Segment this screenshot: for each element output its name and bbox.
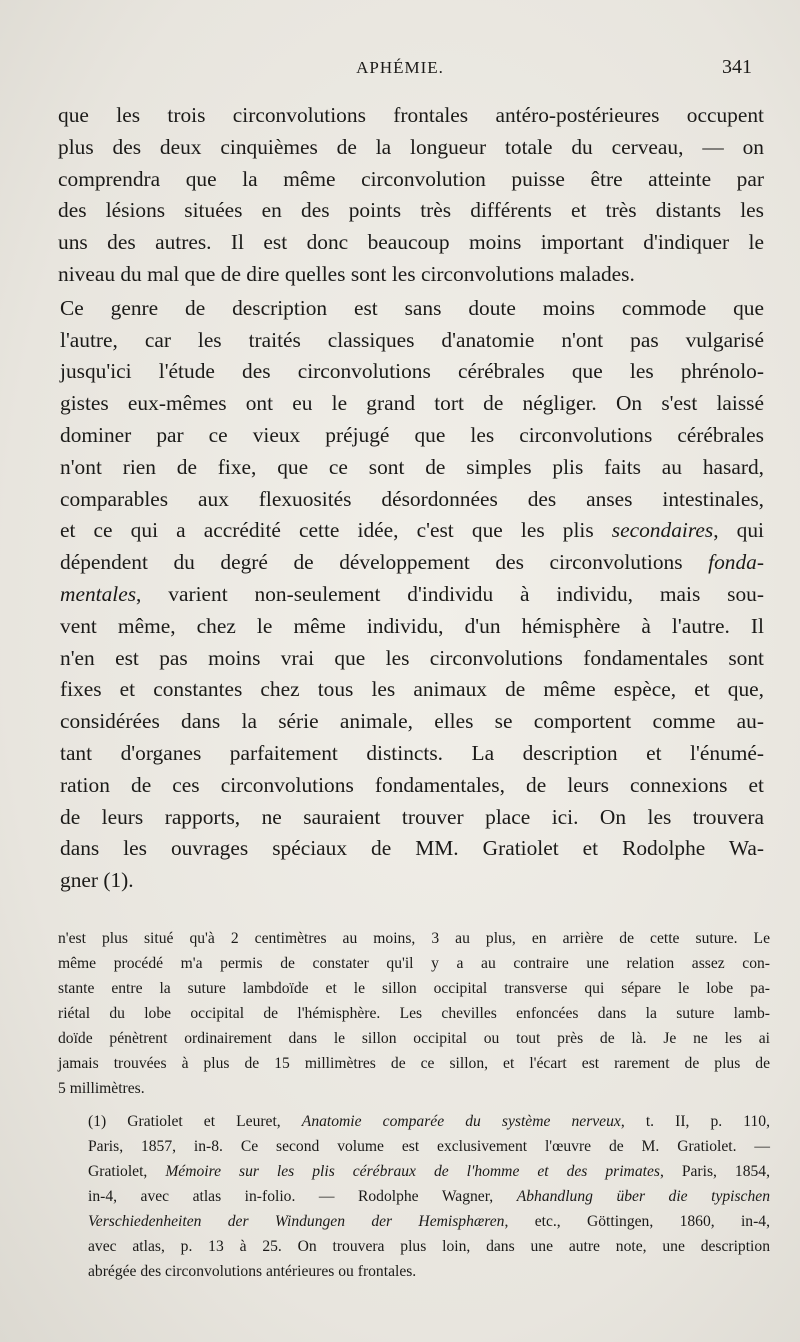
- text-line: niveau du mal que de dire quelles sont les circonvolutions malades.: [58, 261, 635, 286]
- text-line: comprendra que la même circonvolution puisse être atteinte par: [58, 166, 764, 191]
- footnote-line: avec atlas, p. 13 à 25. On trouvera plus loin, dans une autre note, une description: [88, 1238, 770, 1255]
- footnote-line: [58, 1159, 770, 1184]
- text-line: ration de ces circonvolutions fondamentales, de leurs connexions et: [60, 772, 764, 797]
- text-run: in-4, avec atlas in-folio. — Rodolphe Wagner,: [88, 1188, 517, 1205]
- text-line: uns des autres. Il est donc beaucoup moins important d'indiquer le: [58, 230, 764, 255]
- italic-title: Verschiedenheiten der Windungen der Hemisphæren: [88, 1213, 505, 1230]
- text-line: gner (1).: [60, 868, 134, 893]
- page-number: 341: [722, 56, 752, 78]
- text-run: , etc., Göttingen, 1860, in-4,: [504, 1213, 770, 1230]
- text-line: dans les ouvrages spéciaux de MM. Gratiolet et Rodolphe Wa-: [60, 836, 764, 861]
- footnote-line: n'est plus situé qu'à 2 centimètres au moins, 3 au plus, en arrière de cette suture. Le: [58, 930, 770, 947]
- paragraph-1: [58, 100, 764, 291]
- footnote-line: doïde pénètrent ordinairement dans le sillon occipital ou tout près de là. Je ne les ai: [58, 1030, 770, 1047]
- italic-title: Anatomie comparée du système nerveux: [301, 1113, 621, 1130]
- footnote-line: Paris, 1857, in-8. Ce second volume est exclusivement l'œuvre de M. Gratiolet. —: [88, 1138, 770, 1155]
- italic-term: secondaires: [611, 518, 714, 543]
- italic-term: fonda-: [708, 550, 764, 575]
- text-line: [58, 547, 764, 579]
- footnote-line: même procédé m'a permis de constater qu'il y a au contraire une relation assez con-: [58, 955, 770, 972]
- text-run: dépendent du degré de développement des circonvolutions: [60, 550, 709, 575]
- paragraph-2: [58, 293, 764, 897]
- italic-term: mentales: [60, 581, 137, 606]
- text-run: Gratiolet,: [88, 1163, 166, 1180]
- text-line: plus des deux cinquièmes de la longueur totale du cerveau, — on: [58, 134, 764, 159]
- text-line: de leurs rapports, ne sauraient trouver place ici. On les trouvera: [60, 804, 764, 829]
- footnotes: [58, 926, 770, 1284]
- page-header: [0, 58, 800, 88]
- footnote-line: [58, 1209, 770, 1234]
- text-line: [58, 579, 764, 611]
- text-run: (1) Gratiolet et Leuret,: [88, 1113, 302, 1130]
- footnote-line: 5 millimètres.: [58, 1080, 145, 1097]
- main-text: [58, 100, 764, 897]
- footnote-line: jamais trouvées à plus de 15 millimètres de ce sillon, et l'écart est rarement de plus de: [58, 1055, 770, 1072]
- running-title: APHÉMIE.: [356, 58, 444, 77]
- footnote-line: abrégée des circonvolutions antérieures ou frontales.: [88, 1263, 417, 1280]
- text-line: [58, 515, 764, 547]
- footnote-line: stante entre la suture lambdoïde et le sillon occipital transverse qui sépare le lobe pa-: [58, 980, 770, 997]
- text-line: considérées dans la série animale, elles se comportent comme au-: [60, 709, 764, 734]
- footnote-line: [58, 1184, 770, 1209]
- footnote-line: [58, 1109, 770, 1134]
- text-line: dominer par ce vieux préjugé que les circonvolutions cérébrales: [60, 422, 764, 447]
- text-line: comparables aux flexuosités désordonnées des anses intestinales,: [60, 486, 764, 511]
- text-line: fixes et constantes chez tous les animaux de même espèce, et que,: [60, 677, 764, 702]
- italic-title: Abhandlung über die typischen: [516, 1188, 770, 1205]
- text-line: l'autre, car les traités classiques d'anatomie n'ont pas vulgarisé: [60, 327, 764, 352]
- text-run: , qui: [713, 518, 764, 543]
- footnote-line: riétal du lobe occipital de l'hémisphère. Les chevilles enfoncées dans la suture lamb-: [58, 1005, 770, 1022]
- text-run: , varient non-seulement d'individu à individu, mais sou-: [136, 581, 764, 606]
- text-run: et ce qui a accrédité cette idée, c'est que les plis: [60, 518, 612, 543]
- text-run: , t. II, p. 110,: [620, 1113, 770, 1130]
- text-line: jusqu'ici l'étude des circonvolutions cérébrales que les phrénolo-: [60, 359, 764, 384]
- text-line: n'ont rien de fixe, que ce sont de simples plis faits au hasard,: [60, 454, 764, 479]
- text-line: Ce genre de description est sans doute moins commode que: [60, 295, 764, 320]
- footnote-continuation: [58, 926, 770, 1101]
- text-line: n'en est pas moins vrai que les circonvolutions fondamentales sont: [60, 645, 764, 670]
- text-line: vent même, chez le même individu, d'un hémisphère à l'autre. Il: [60, 613, 764, 638]
- footnote-1: [58, 1109, 770, 1284]
- text-line: que les trois circonvolutions frontales antéro-postérieures occupent: [58, 103, 764, 127]
- text-line: gistes eux-mêmes ont eu le grand tort de négliger. On s'est laissé: [60, 391, 764, 416]
- text-line: des lésions situées en des points très différents et très distants les: [58, 198, 764, 223]
- italic-title: Mémoire sur les plis cérébraux de l'homme et des primates: [165, 1163, 660, 1180]
- text-line: tant d'organes parfaitement distincts. La description et l'énumé-: [60, 740, 764, 765]
- text-run: , Paris, 1854,: [659, 1163, 770, 1180]
